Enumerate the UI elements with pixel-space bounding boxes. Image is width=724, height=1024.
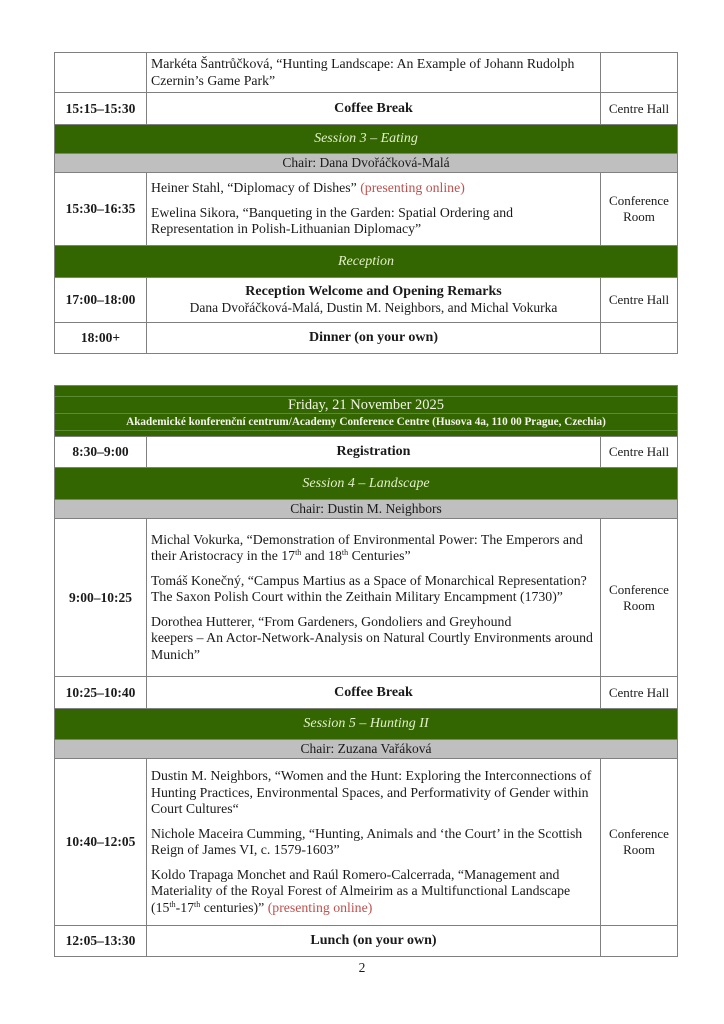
event-title: Dinner (on your own) bbox=[308, 330, 438, 345]
session-talks-row bbox=[55, 759, 677, 926]
session-chair: Chair: Dustin M. Neighbors bbox=[55, 500, 677, 519]
session-header: Session 3 – Eating bbox=[55, 125, 677, 154]
reception-row bbox=[55, 278, 677, 323]
room-cell bbox=[600, 926, 677, 956]
coffee-break-row bbox=[55, 677, 677, 709]
time-cell: 9:00–10:25 bbox=[55, 519, 147, 676]
room-cell: Conference Room bbox=[600, 759, 677, 925]
talk-text: Heiner Stahl, “Diplomacy of Dishes” bbox=[151, 180, 361, 196]
online-note: (presenting online) bbox=[267, 899, 373, 915]
talk-item bbox=[151, 180, 598, 197]
room-cell bbox=[600, 323, 677, 353]
talk-text: and 18 bbox=[301, 548, 342, 564]
lunch-row bbox=[55, 926, 677, 957]
superscript: th bbox=[295, 548, 302, 558]
talk-item bbox=[151, 532, 598, 565]
event-title: Coffee Break bbox=[334, 684, 413, 700]
time-cell: 18:00+ bbox=[55, 323, 147, 353]
talks-cell bbox=[147, 519, 600, 676]
talk-item bbox=[151, 867, 598, 917]
dinner-row bbox=[55, 323, 677, 354]
room-cell: Centre Hall bbox=[600, 278, 677, 322]
superscript: th bbox=[341, 548, 349, 558]
time-cell bbox=[55, 53, 147, 92]
talk-item: Tomáš Konečný, “Campus Martius as a Space of Monarchical Representation? The Saxon Polish Court within the Zeithain Military Encampment (1730)” bbox=[151, 572, 587, 605]
talk-item: Dustin M. Neighbors, “Women and the Hunt: Exploring the Interconnections of Hunting Practices, Environmental Spaces, and Performativity of Gender within Court Cultures“ bbox=[151, 768, 592, 816]
session-header: Session 4 – Landscape bbox=[55, 468, 677, 500]
session-talks-row bbox=[55, 519, 677, 677]
coffee-break-row bbox=[55, 93, 677, 125]
room-cell: Centre Hall bbox=[600, 93, 677, 124]
event-title: Coffee Break bbox=[334, 100, 413, 116]
talk-text: Michal Vokurka, “Demonstration of Environmental Power: The Emperors and their Aristocracy in the 17 bbox=[151, 531, 583, 564]
session-talks-row bbox=[55, 173, 677, 246]
event-title: Lunch (on your own) bbox=[310, 933, 437, 948]
room-cell: Conference Room bbox=[600, 519, 677, 676]
talk-item: Dorothea Hutterer, “From Gardeners, Gondoliers and Greyhound keepers – An Actor-Network-Analysis on Natural Courtly Environments around Munich” bbox=[151, 613, 593, 662]
time-cell: 8:30–9:00 bbox=[55, 437, 147, 467]
room-cell: Conference Room bbox=[600, 173, 677, 245]
talk-item: Nichole Maceira Cumming, “Hunting, Animals and ‘the Court’ in the Scottish Reign of James VI, c. 1579-1603” bbox=[151, 825, 583, 857]
schedule-table-friday bbox=[54, 385, 678, 957]
event-title: Reception Welcome and Opening Remarks bbox=[245, 283, 502, 299]
superscript: th bbox=[169, 899, 176, 909]
day-header bbox=[55, 386, 677, 437]
day-venue: Akademické konferenční centrum/Academy Conference Centre (Husova 4a, 110 00 Prague, Czechia) bbox=[126, 416, 606, 428]
talk-text: Centuries” bbox=[348, 548, 411, 564]
session-chair: Chair: Dana Dvořáčková-Malá bbox=[55, 154, 677, 173]
page-number: 2 bbox=[358, 960, 366, 975]
talk-text: centuries)” bbox=[200, 899, 268, 915]
event-title: Registration bbox=[336, 444, 411, 459]
table-row bbox=[55, 53, 677, 93]
superscript: th bbox=[194, 899, 201, 909]
time-cell: 10:40–12:05 bbox=[55, 759, 147, 925]
schedule-table-thursday bbox=[54, 52, 678, 354]
talk-text: Koldo Trapaga Monchet and Raúl Romero-Calcerrada, “Management and Materiality of the Royal Forest of Almeirim as a Multifunctional Landscape (15 bbox=[151, 866, 571, 915]
talks-cell bbox=[147, 53, 600, 92]
room-cell bbox=[600, 53, 677, 92]
day-date: Friday, 21 November 2025 bbox=[287, 397, 445, 413]
talk-text: -17 bbox=[175, 899, 195, 915]
time-cell: 17:00–18:00 bbox=[55, 278, 147, 322]
talks-cell bbox=[147, 173, 600, 245]
room-cell: Centre Hall bbox=[600, 677, 677, 708]
room-cell: Centre Hall bbox=[600, 437, 677, 467]
event-cell bbox=[147, 278, 600, 322]
time-cell: 15:30–16:35 bbox=[55, 173, 147, 245]
event-speakers: Dana Dvořáčková-Malá, Dustin M. Neighbors, and Michal Vokurka bbox=[189, 300, 558, 315]
registration-row bbox=[55, 437, 677, 468]
online-note: (presenting online) bbox=[360, 180, 465, 196]
time-cell: 10:25–10:40 bbox=[55, 677, 147, 708]
time-cell: 12:05–13:30 bbox=[55, 926, 147, 956]
session-header: Session 5 – Hunting II bbox=[55, 709, 677, 740]
time-cell: 15:15–15:30 bbox=[55, 93, 147, 124]
talk-item: Markéta Šantrůčková, “Hunting Landscape: An Example of Johann Rudolph Czernin’s Game Park” bbox=[151, 56, 575, 88]
talks-cell bbox=[147, 759, 600, 925]
talk-item: Ewelina Sikora, “Banqueting in the Garden: Spatial Ordering and Representation in Polish-Lithuanian Diplomacy” bbox=[151, 204, 514, 237]
session-header: Reception bbox=[55, 246, 677, 278]
session-chair: Chair: Zuzana Vařáková bbox=[55, 740, 677, 759]
